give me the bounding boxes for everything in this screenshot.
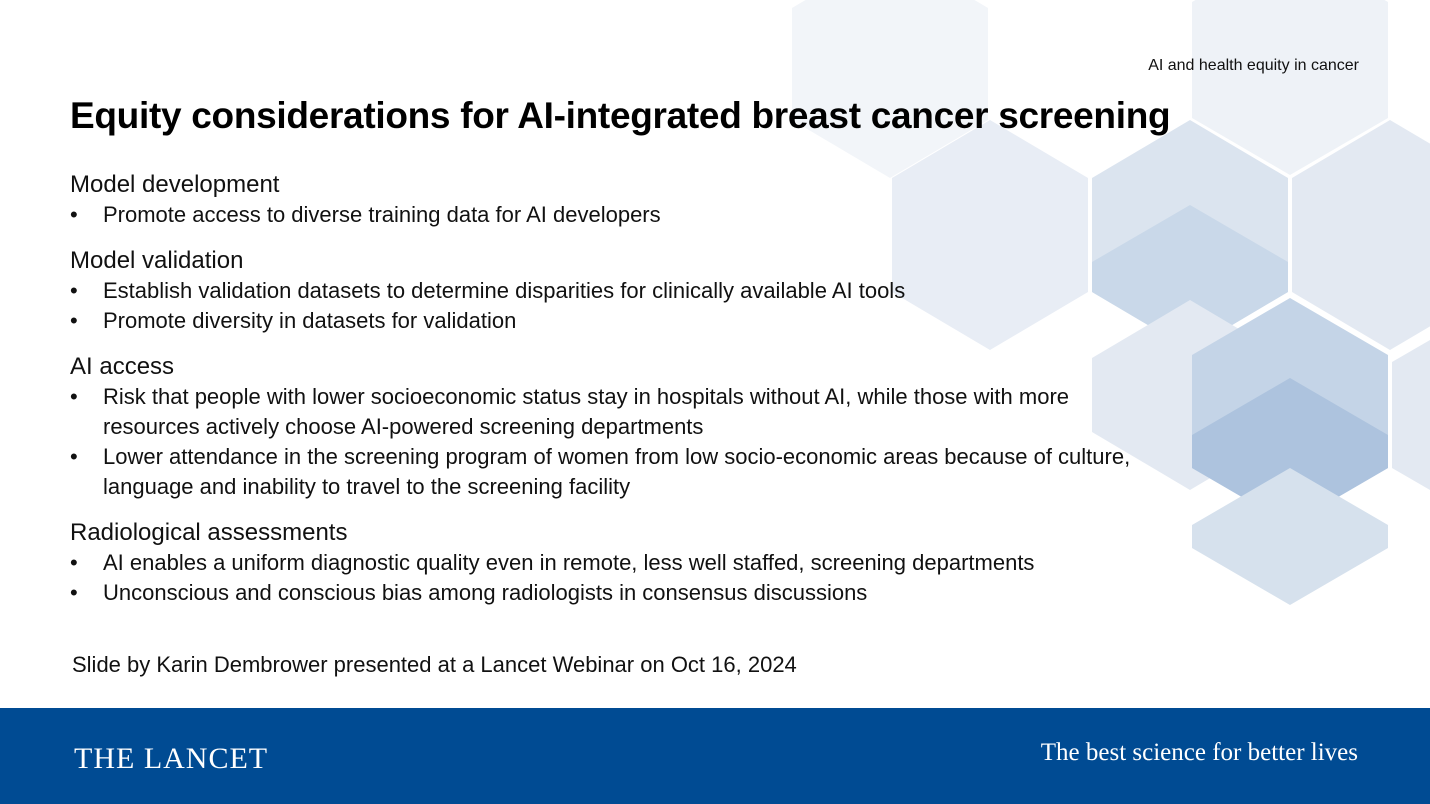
bullet-item: • Establish validation datasets to determine disparities for clinically available AI tools xyxy=(70,276,1150,306)
slide-content xyxy=(70,170,1150,624)
section-radiological-assessments xyxy=(70,518,1150,608)
section-model-development xyxy=(70,170,1150,230)
section-model-validation xyxy=(70,246,1150,336)
lancet-logo: THE LANCET xyxy=(74,742,269,775)
footer-tagline: The best science for better lives xyxy=(1040,739,1358,766)
bullet-list xyxy=(70,548,1150,608)
section-heading: Model development xyxy=(70,171,280,198)
bullet-item: • Lower attendance in the screening program of women from low socio-economic areas because of culture, language and inability to travel to the screening facility xyxy=(70,442,1150,502)
bullet-list xyxy=(70,276,1150,336)
bullet-item: • Promote access to diverse training data for AI developers xyxy=(70,200,1150,230)
presentation-topic: AI and health equity in cancer xyxy=(1148,57,1359,74)
bullet-item: • Unconscious and conscious bias among radiologists in consensus discussions xyxy=(70,578,1150,608)
section-heading: AI access xyxy=(70,353,175,380)
bullet-list xyxy=(70,200,1150,230)
section-heading: Model validation xyxy=(70,247,244,274)
section-ai-access xyxy=(70,352,1150,502)
slide-title: Equity considerations for AI-integrated breast cancer screening xyxy=(70,95,1171,136)
section-heading: Radiological assessments xyxy=(70,519,348,546)
bullet-item: • AI enables a uniform diagnostic quality even in remote, less well staffed, screening departments xyxy=(70,548,1150,578)
footer-bar xyxy=(0,708,1430,804)
bullet-item: • Promote diversity in datasets for validation xyxy=(70,306,1150,336)
bullet-list xyxy=(70,382,1150,502)
slide-credit: Slide by Karin Dembrower presented at a Lancet Webinar on Oct 16, 2024 xyxy=(72,652,797,677)
bullet-item: • Risk that people with lower socioeconomic status stay in hospitals without AI, while those with more resources actively choose AI-powered screening departments xyxy=(70,382,1150,442)
